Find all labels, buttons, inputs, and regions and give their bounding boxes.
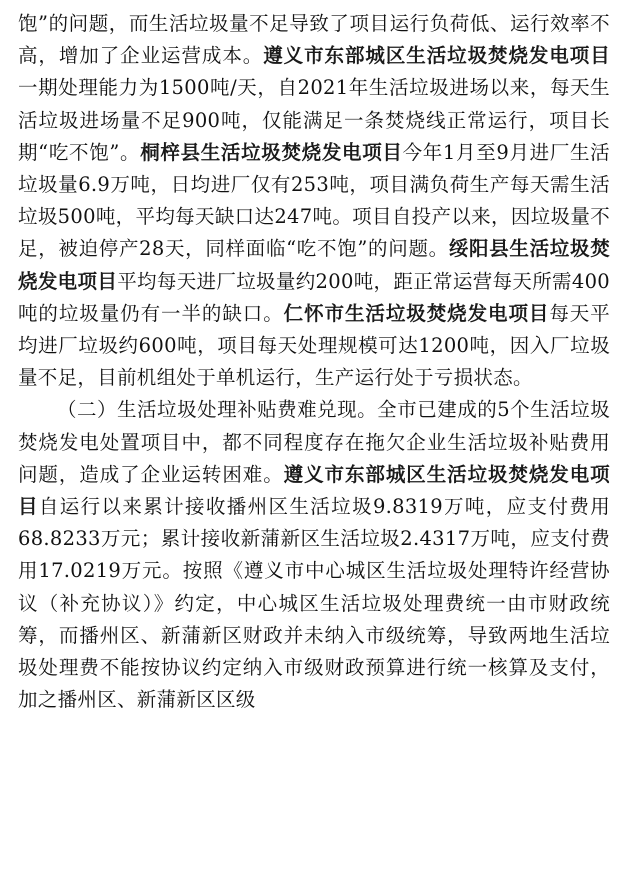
text-segment: 平均每天进厂垃圾量约200吨，距正常运营每天所需400吨的垃圾量仍有一半的缺口。 bbox=[18, 269, 610, 325]
highlight-project-renhuai: 仁怀市生活垃圾焚烧发电项目 bbox=[283, 301, 550, 325]
paragraph-subsidy-difficulty bbox=[18, 394, 610, 716]
paragraph-waste-shortage bbox=[18, 8, 610, 394]
highlight-project-suiyang: 绥阳县生活垃圾焚烧发电项目 bbox=[18, 237, 610, 293]
highlight-project-zunyi-east: 遵义市东部城区生活垃圾焚烧发电项目 bbox=[18, 462, 610, 519]
highlight-project-tongzi: 桐梓县生活垃圾焚烧发电项目 bbox=[140, 140, 403, 164]
section-heading-text: （二）生活垃圾处理补贴费难兑现。全市已建成的5个生活垃圾焚烧发电处置项目中，都不同程度存在拖欠企业生活垃圾补贴费用问题，造成了企业运转困难。 bbox=[18, 398, 610, 486]
document-page bbox=[18, 8, 610, 716]
highlight-project-zunyi-east: 遵义市东部城区生活垃圾焚烧发电项目 bbox=[263, 44, 610, 68]
text-segment: 饱”的问题，而生活垃圾量不足导致了项目运行负荷低、运行效率不高，增加了企业运营成本。 bbox=[18, 12, 610, 68]
text-segment: 今年1月至9月进厂生活垃圾量6.9万吨，日均进厂仅有253吨，项目满负荷生产每天需生活垃圾500吨，平均每天缺口达247吨。项目自投产以来，因垃圾量不足，被迫停产28天，同样面临“吃不饱”的问题。 bbox=[18, 140, 610, 261]
text-segment: 一期处理能力为1500吨/天，自2021年生活垃圾进场以来，每天生活垃圾进场量不足900吨，仅能满足一条焚烧线正常运行，项目长期“吃不饱”。 bbox=[18, 76, 610, 164]
text-segment: 每天平均进厂垃圾约600吨，项目每天处理规模可达1200吨，因入厂垃圾量不足，目前机组处于单机运行，生产运行处于亏损状态。 bbox=[18, 301, 610, 390]
text-segment: 自运行以来累计接收播州区生活垃圾9.8319万吨，应支付费用68.8233万元；累计接收新蒲新区生活垃圾2.4317万吨，应支付费用17.0219万元。按照《遵义市中心城区生活垃圾处理特许经营协议（补充协议）》约定，中心城区生活垃圾处理费统一由市财政统筹，而播州区、新蒲新区财政并未纳入市级统筹，导致两地生活垃圾处理费不能按协议约定纳入市级财政预算进行统一核算及支付，加之播州区、新蒲新区区级 bbox=[18, 495, 610, 712]
